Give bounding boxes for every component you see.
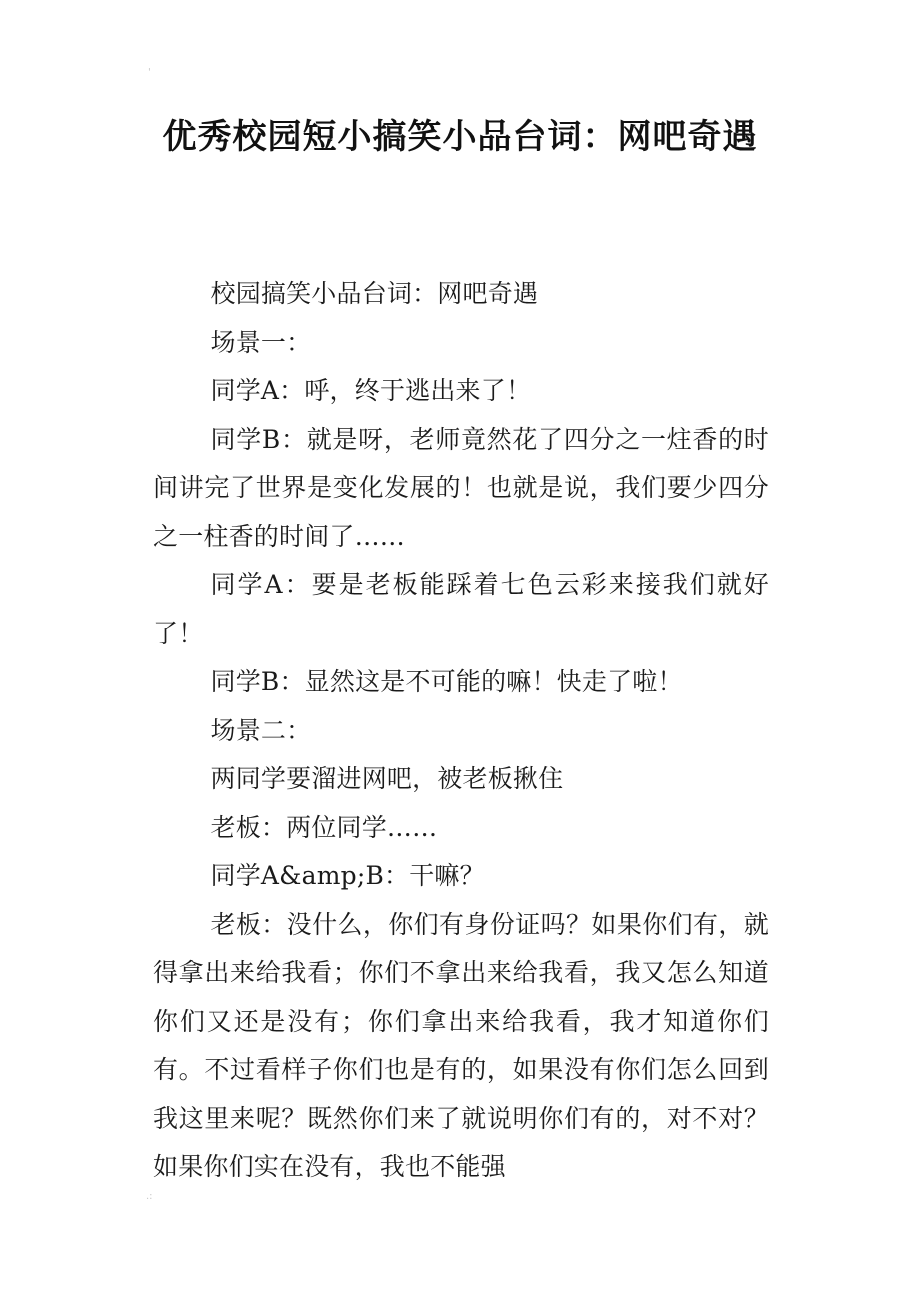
paragraph-scene-one: 场景一：: [210, 327, 312, 357]
corner-mark-top: ': [148, 67, 151, 78]
paragraph-subtitle: 校园搞笑小品台词：网吧奇遇: [210, 279, 539, 308]
paragraph-line-a-1: 同学A：呼，终于逃出来了！: [210, 376, 532, 405]
paragraph-line-ab: 同学A&amp;B：干嘛？: [210, 861, 485, 890]
document-title: 优秀校园短小搞笑小品台词：网吧奇遇: [162, 117, 758, 157]
paragraph-line-b-2: 同学B：显然这是不可能的嘛！快走了啦！: [210, 667, 683, 696]
paragraph-stage-direction: 两同学要溜进网吧，被老板揪住: [210, 764, 564, 793]
paragraph-line-b-1: 同学B：就是呀，老师竟然花了四分之一炷香的时间讲完了世界是变化发展的！也就是说，我们要少四分之一柱香的时间了……: [153, 424, 769, 551]
corner-mark-bottom: .:: [146, 1191, 153, 1202]
paragraph-boss-2: 老板：没什么，你们有身份证吗？如果你们有，就得拿出来给我看；你们不拿出来给我看，我又怎么知道你们又还是没有；你们拿出来给我看，我才知道你们有。不过看样子你们也是有的，如果没有你们怎么回到我这里来呢？既然你们来了就说明你们有的，对不对？如果你们实在没有，我也不能强: [153, 909, 769, 1181]
paragraph-scene-two: 场景二：: [210, 715, 312, 745]
paragraph-line-a-2: 同学A：要是老板能踩着七色云彩来接我们就好了！: [153, 570, 769, 648]
paragraph-boss-1: 老板：两位同学……: [210, 812, 438, 842]
document-body: [153, 270, 769, 1192]
